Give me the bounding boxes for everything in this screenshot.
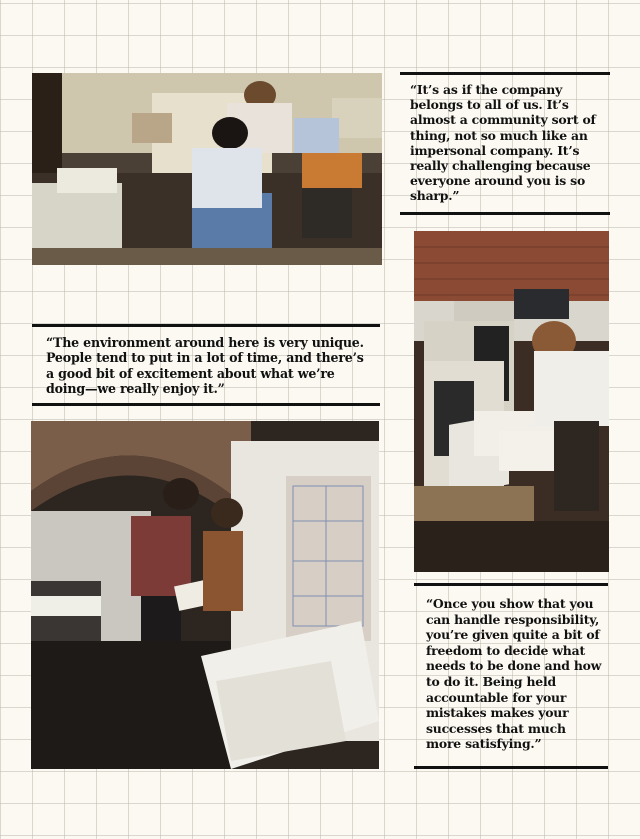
photo-design-review [31, 421, 379, 769]
quote-community-text: “It’s as if the company belongs to all of us. It’s almost a community sort of thing, not so much like an impersonal company. It’s really challenging because everyone around you is so sharp.” [410, 82, 596, 204]
quote-community [400, 72, 610, 215]
quote-environment-text: “The environment around here is very unique. People tend to put in a lot of time, and there’s a good bit of excitement about what we’re doing—we really enjoy it.” [46, 335, 364, 397]
photo-lab-workbench [32, 73, 382, 265]
photo-computer-terminal [414, 231, 609, 572]
quote-responsibility-text: “Once you show that you can handle responsibility, you’re given quite a bit of freedom to decide what needs to be done and how to do it. Being held accountable for your mistakes makes your successes that much more satisfying.” [426, 596, 602, 752]
quote-responsibility [414, 583, 608, 769]
quote-environment [32, 324, 380, 406]
